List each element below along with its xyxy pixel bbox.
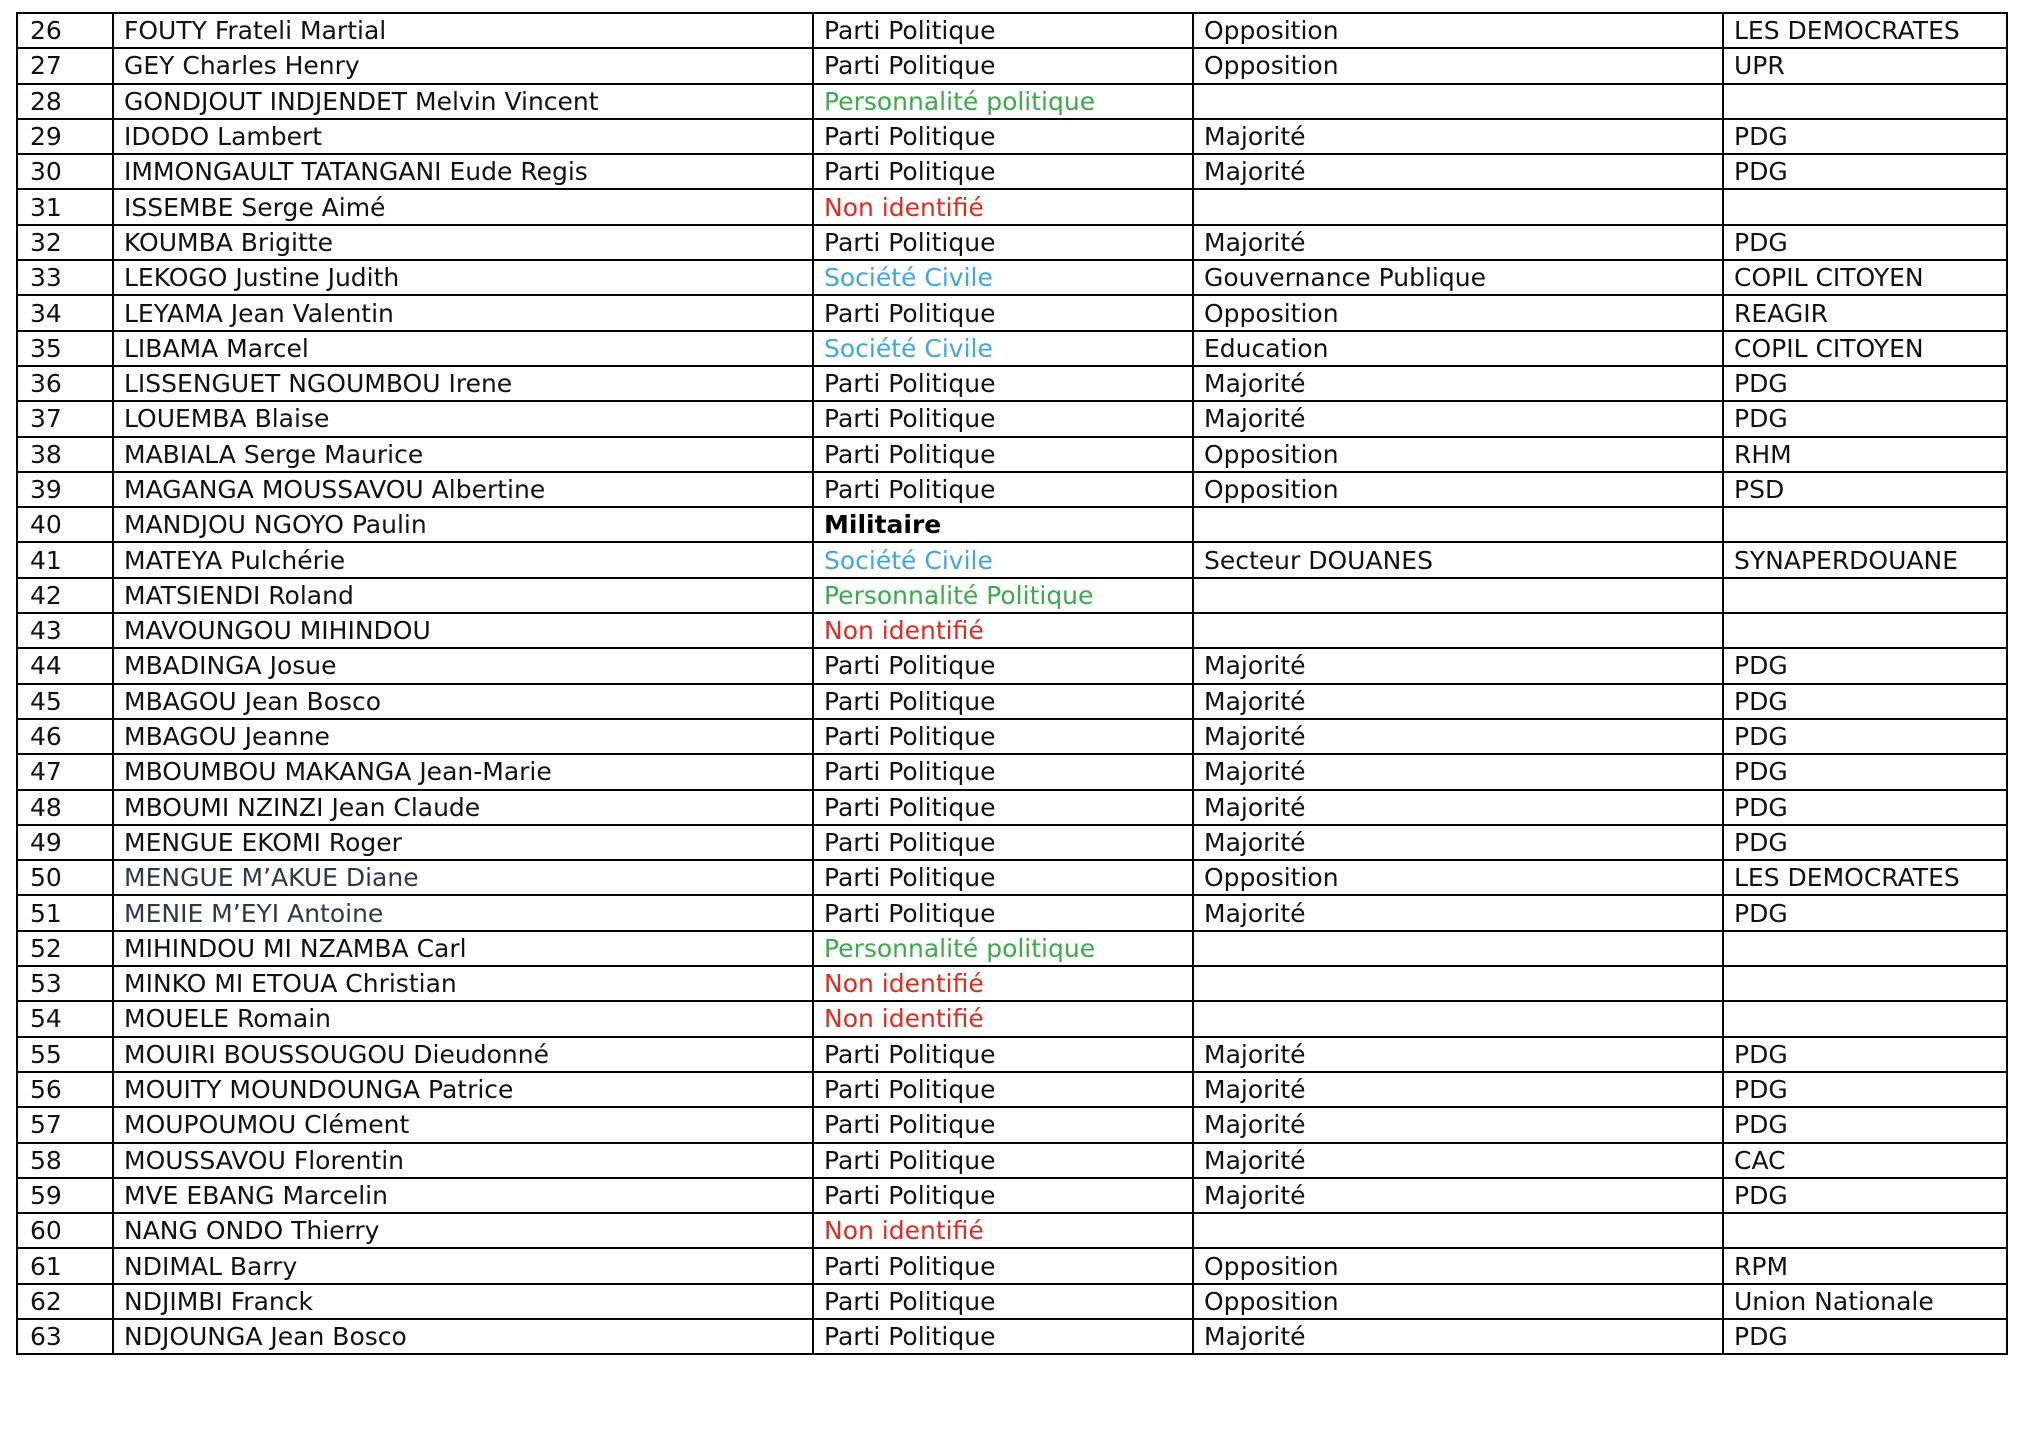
row-number: 63 bbox=[17, 1319, 113, 1354]
member-category: Non identifié bbox=[813, 189, 1193, 224]
row-number: 37 bbox=[17, 401, 113, 436]
member-category: Parti Politique bbox=[813, 13, 1193, 48]
member-organization: PDG bbox=[1723, 648, 2007, 683]
table-row bbox=[17, 48, 2007, 83]
member-orientation: Majorité bbox=[1193, 895, 1723, 930]
table-row bbox=[17, 401, 2007, 436]
row-number: 45 bbox=[17, 684, 113, 719]
member-category: Parti Politique bbox=[813, 825, 1193, 860]
member-category: Parti Politique bbox=[813, 1319, 1193, 1354]
member-name: LOUEMBA Blaise bbox=[113, 401, 813, 436]
member-orientation: Majorité bbox=[1193, 648, 1723, 683]
member-orientation: Opposition bbox=[1193, 295, 1723, 330]
member-name: NDJOUNGA Jean Bosco bbox=[113, 1319, 813, 1354]
member-organization bbox=[1723, 84, 2007, 119]
table-row bbox=[17, 542, 2007, 577]
member-name: GEY Charles Henry bbox=[113, 48, 813, 83]
member-orientation: Majorité bbox=[1193, 401, 1723, 436]
member-orientation: Majorité bbox=[1193, 1037, 1723, 1072]
member-name: IMMONGAULT TATANGANI Eude Regis bbox=[113, 154, 813, 189]
member-organization bbox=[1723, 966, 2007, 1001]
member-name: MOUIRI BOUSSOUGOU Dieudonné bbox=[113, 1037, 813, 1072]
table-row bbox=[17, 1178, 2007, 1213]
member-organization bbox=[1723, 613, 2007, 648]
member-organization: Union Nationale bbox=[1723, 1284, 2007, 1319]
member-orientation: Secteur DOUANES bbox=[1193, 542, 1723, 577]
member-category: Personnalité Politique bbox=[813, 578, 1193, 613]
table-row bbox=[17, 13, 2007, 48]
member-category: Parti Politique bbox=[813, 860, 1193, 895]
member-organization: PDG bbox=[1723, 119, 2007, 154]
member-category: Parti Politique bbox=[813, 719, 1193, 754]
table-row bbox=[17, 437, 2007, 472]
member-organization bbox=[1723, 578, 2007, 613]
member-organization: PDG bbox=[1723, 1178, 2007, 1213]
member-category: Société Civile bbox=[813, 542, 1193, 577]
member-name: MIHINDOU MI NZAMBA Carl bbox=[113, 931, 813, 966]
row-number: 49 bbox=[17, 825, 113, 860]
row-number: 42 bbox=[17, 578, 113, 613]
table-row bbox=[17, 719, 2007, 754]
member-organization: RHM bbox=[1723, 437, 2007, 472]
member-name: LISSENGUET NGOUMBOU Irene bbox=[113, 366, 813, 401]
table-row bbox=[17, 1143, 2007, 1178]
member-organization: PDG bbox=[1723, 825, 2007, 860]
row-number: 51 bbox=[17, 895, 113, 930]
table-row bbox=[17, 1319, 2007, 1354]
member-category: Parti Politique bbox=[813, 1178, 1193, 1213]
member-organization: PDG bbox=[1723, 1107, 2007, 1142]
member-category: Personnalité politique bbox=[813, 84, 1193, 119]
row-number: 40 bbox=[17, 507, 113, 542]
member-organization: LES DEMOCRATES bbox=[1723, 13, 2007, 48]
member-orientation: Opposition bbox=[1193, 437, 1723, 472]
member-category: Parti Politique bbox=[813, 1107, 1193, 1142]
table-row bbox=[17, 119, 2007, 154]
row-number: 56 bbox=[17, 1072, 113, 1107]
member-orientation: Majorité bbox=[1193, 825, 1723, 860]
member-category: Parti Politique bbox=[813, 48, 1193, 83]
member-organization: PDG bbox=[1723, 684, 2007, 719]
member-orientation: Majorité bbox=[1193, 366, 1723, 401]
row-number: 58 bbox=[17, 1143, 113, 1178]
member-orientation: Majorité bbox=[1193, 1178, 1723, 1213]
member-organization: PDG bbox=[1723, 225, 2007, 260]
member-name: NDIMAL Barry bbox=[113, 1248, 813, 1283]
member-name: MATEYA Pulchérie bbox=[113, 542, 813, 577]
member-orientation bbox=[1193, 613, 1723, 648]
member-orientation bbox=[1193, 84, 1723, 119]
row-number: 60 bbox=[17, 1213, 113, 1248]
row-number: 34 bbox=[17, 295, 113, 330]
member-category: Militaire bbox=[813, 507, 1193, 542]
member-category: Parti Politique bbox=[813, 790, 1193, 825]
row-number: 33 bbox=[17, 260, 113, 295]
member-organization bbox=[1723, 507, 2007, 542]
row-number: 39 bbox=[17, 472, 113, 507]
row-number: 32 bbox=[17, 225, 113, 260]
row-number: 44 bbox=[17, 648, 113, 683]
table-row bbox=[17, 648, 2007, 683]
member-name: MVE EBANG Marcelin bbox=[113, 1178, 813, 1213]
member-category: Parti Politique bbox=[813, 225, 1193, 260]
member-name: MAVOUNGOU MIHINDOU bbox=[113, 613, 813, 648]
member-orientation: Opposition bbox=[1193, 472, 1723, 507]
member-category: Personnalité politique bbox=[813, 931, 1193, 966]
member-name: MBADINGA Josue bbox=[113, 648, 813, 683]
member-name: MAGANGA MOUSSAVOU Albertine bbox=[113, 472, 813, 507]
member-organization: COPIL CITOYEN bbox=[1723, 331, 2007, 366]
member-category: Non identifié bbox=[813, 966, 1193, 1001]
member-name: MOUELE Romain bbox=[113, 1001, 813, 1036]
row-number: 27 bbox=[17, 48, 113, 83]
row-number: 38 bbox=[17, 437, 113, 472]
row-number: 55 bbox=[17, 1037, 113, 1072]
member-name: MATSIENDI Roland bbox=[113, 578, 813, 613]
member-organization: COPIL CITOYEN bbox=[1723, 260, 2007, 295]
table-row bbox=[17, 1037, 2007, 1072]
member-orientation bbox=[1193, 931, 1723, 966]
table-row bbox=[17, 1001, 2007, 1036]
member-category: Parti Politique bbox=[813, 401, 1193, 436]
member-orientation: Majorité bbox=[1193, 790, 1723, 825]
member-name: FOUTY Frateli Martial bbox=[113, 13, 813, 48]
member-orientation bbox=[1193, 1001, 1723, 1036]
member-organization bbox=[1723, 189, 2007, 224]
table-row bbox=[17, 578, 2007, 613]
row-number: 57 bbox=[17, 1107, 113, 1142]
member-orientation: Majorité bbox=[1193, 754, 1723, 789]
member-organization: SYNAPERDOUANE bbox=[1723, 542, 2007, 577]
row-number: 26 bbox=[17, 13, 113, 48]
member-organization bbox=[1723, 931, 2007, 966]
table-row bbox=[17, 154, 2007, 189]
row-number: 62 bbox=[17, 1284, 113, 1319]
member-orientation bbox=[1193, 578, 1723, 613]
member-name: MENGUE M’AKUE Diane bbox=[113, 860, 813, 895]
member-category: Non identifié bbox=[813, 613, 1193, 648]
member-orientation: Gouvernance Publique bbox=[1193, 260, 1723, 295]
member-category: Société Civile bbox=[813, 260, 1193, 295]
member-table bbox=[16, 12, 2008, 1355]
member-category: Parti Politique bbox=[813, 648, 1193, 683]
row-number: 50 bbox=[17, 860, 113, 895]
member-name: MENGUE EKOMI Roger bbox=[113, 825, 813, 860]
member-name: IDODO Lambert bbox=[113, 119, 813, 154]
member-name: MABIALA Serge Maurice bbox=[113, 437, 813, 472]
member-orientation: Majorité bbox=[1193, 684, 1723, 719]
table-row bbox=[17, 507, 2007, 542]
row-number: 48 bbox=[17, 790, 113, 825]
member-category: Parti Politique bbox=[813, 437, 1193, 472]
table-row bbox=[17, 790, 2007, 825]
table-row bbox=[17, 84, 2007, 119]
table-row bbox=[17, 1213, 2007, 1248]
member-category: Parti Politique bbox=[813, 119, 1193, 154]
member-name: ISSEMBE Serge Aimé bbox=[113, 189, 813, 224]
member-name: MANDJOU NGOYO Paulin bbox=[113, 507, 813, 542]
member-orientation: Majorité bbox=[1193, 1072, 1723, 1107]
member-organization: CAC bbox=[1723, 1143, 2007, 1178]
member-organization: PDG bbox=[1723, 754, 2007, 789]
table-row bbox=[17, 189, 2007, 224]
member-orientation: Majorité bbox=[1193, 1107, 1723, 1142]
member-name: LIBAMA Marcel bbox=[113, 331, 813, 366]
member-orientation bbox=[1193, 966, 1723, 1001]
member-orientation: Majorité bbox=[1193, 719, 1723, 754]
table-row bbox=[17, 225, 2007, 260]
member-name: NDJIMBI Franck bbox=[113, 1284, 813, 1319]
member-organization: PSD bbox=[1723, 472, 2007, 507]
member-name: MOUPOUMOU Clément bbox=[113, 1107, 813, 1142]
table-row bbox=[17, 613, 2007, 648]
table-row bbox=[17, 295, 2007, 330]
row-number: 59 bbox=[17, 1178, 113, 1213]
member-name: LEYAMA Jean Valentin bbox=[113, 295, 813, 330]
member-orientation: Education bbox=[1193, 331, 1723, 366]
row-number: 30 bbox=[17, 154, 113, 189]
member-organization bbox=[1723, 1213, 2007, 1248]
table-row bbox=[17, 825, 2007, 860]
member-organization: PDG bbox=[1723, 719, 2007, 754]
table-row bbox=[17, 860, 2007, 895]
table-row bbox=[17, 366, 2007, 401]
row-number: 31 bbox=[17, 189, 113, 224]
member-orientation: Majorité bbox=[1193, 119, 1723, 154]
table-row bbox=[17, 1284, 2007, 1319]
member-name: MBAGOU Jean Bosco bbox=[113, 684, 813, 719]
member-organization: PDG bbox=[1723, 401, 2007, 436]
member-orientation: Majorité bbox=[1193, 225, 1723, 260]
member-name: MINKO MI ETOUA Christian bbox=[113, 966, 813, 1001]
table-row bbox=[17, 472, 2007, 507]
table-row bbox=[17, 1248, 2007, 1283]
row-number: 47 bbox=[17, 754, 113, 789]
table-row bbox=[17, 895, 2007, 930]
row-number: 61 bbox=[17, 1248, 113, 1283]
member-organization: PDG bbox=[1723, 1319, 2007, 1354]
member-organization: PDG bbox=[1723, 1072, 2007, 1107]
member-category: Parti Politique bbox=[813, 472, 1193, 507]
member-orientation: Opposition bbox=[1193, 48, 1723, 83]
member-orientation: Opposition bbox=[1193, 1284, 1723, 1319]
member-category: Société Civile bbox=[813, 331, 1193, 366]
member-category: Parti Politique bbox=[813, 754, 1193, 789]
member-organization: UPR bbox=[1723, 48, 2007, 83]
member-category: Parti Politique bbox=[813, 684, 1193, 719]
member-category: Parti Politique bbox=[813, 1143, 1193, 1178]
member-table-body bbox=[17, 13, 2007, 1354]
member-organization: REAGIR bbox=[1723, 295, 2007, 330]
member-orientation: Majorité bbox=[1193, 1319, 1723, 1354]
member-organization: PDG bbox=[1723, 154, 2007, 189]
table-row bbox=[17, 331, 2007, 366]
member-name: MBAGOU Jeanne bbox=[113, 719, 813, 754]
table-row bbox=[17, 966, 2007, 1001]
member-category: Parti Politique bbox=[813, 1072, 1193, 1107]
member-category: Parti Politique bbox=[813, 1037, 1193, 1072]
table-row bbox=[17, 260, 2007, 295]
member-category: Parti Politique bbox=[813, 154, 1193, 189]
member-organization: PDG bbox=[1723, 790, 2007, 825]
row-number: 46 bbox=[17, 719, 113, 754]
member-organization: PDG bbox=[1723, 1037, 2007, 1072]
row-number: 29 bbox=[17, 119, 113, 154]
member-name: MOUSSAVOU Florentin bbox=[113, 1143, 813, 1178]
member-category: Parti Politique bbox=[813, 1284, 1193, 1319]
member-name: MBOUMBOU MAKANGA Jean-Marie bbox=[113, 754, 813, 789]
member-orientation: Majorité bbox=[1193, 1143, 1723, 1178]
member-orientation bbox=[1193, 507, 1723, 542]
member-name: MBOUMI NZINZI Jean Claude bbox=[113, 790, 813, 825]
row-number: 54 bbox=[17, 1001, 113, 1036]
table-row bbox=[17, 1107, 2007, 1142]
member-organization: LES DEMOCRATES bbox=[1723, 860, 2007, 895]
row-number: 36 bbox=[17, 366, 113, 401]
row-number: 43 bbox=[17, 613, 113, 648]
member-organization: PDG bbox=[1723, 895, 2007, 930]
member-name: MENIE M’EYI Antoine bbox=[113, 895, 813, 930]
member-category: Parti Politique bbox=[813, 1248, 1193, 1283]
member-name: GONDJOUT INDJENDET Melvin Vincent bbox=[113, 84, 813, 119]
member-name: NANG ONDO Thierry bbox=[113, 1213, 813, 1248]
row-number: 53 bbox=[17, 966, 113, 1001]
member-orientation: Majorité bbox=[1193, 154, 1723, 189]
table-row bbox=[17, 1072, 2007, 1107]
member-name: LEKOGO Justine Judith bbox=[113, 260, 813, 295]
member-organization: RPM bbox=[1723, 1248, 2007, 1283]
member-name: MOUITY MOUNDOUNGA Patrice bbox=[113, 1072, 813, 1107]
member-organization: PDG bbox=[1723, 366, 2007, 401]
row-number: 41 bbox=[17, 542, 113, 577]
row-number: 52 bbox=[17, 931, 113, 966]
member-orientation: Opposition bbox=[1193, 13, 1723, 48]
member-orientation bbox=[1193, 189, 1723, 224]
row-number: 35 bbox=[17, 331, 113, 366]
member-category: Parti Politique bbox=[813, 895, 1193, 930]
member-organization bbox=[1723, 1001, 2007, 1036]
table-row bbox=[17, 754, 2007, 789]
table-row bbox=[17, 684, 2007, 719]
row-number: 28 bbox=[17, 84, 113, 119]
member-category: Non identifié bbox=[813, 1213, 1193, 1248]
member-category: Non identifié bbox=[813, 1001, 1193, 1036]
member-orientation: Opposition bbox=[1193, 1248, 1723, 1283]
member-orientation: Opposition bbox=[1193, 860, 1723, 895]
member-category: Parti Politique bbox=[813, 295, 1193, 330]
member-category: Parti Politique bbox=[813, 366, 1193, 401]
member-orientation bbox=[1193, 1213, 1723, 1248]
member-name: KOUMBA Brigitte bbox=[113, 225, 813, 260]
table-row bbox=[17, 931, 2007, 966]
